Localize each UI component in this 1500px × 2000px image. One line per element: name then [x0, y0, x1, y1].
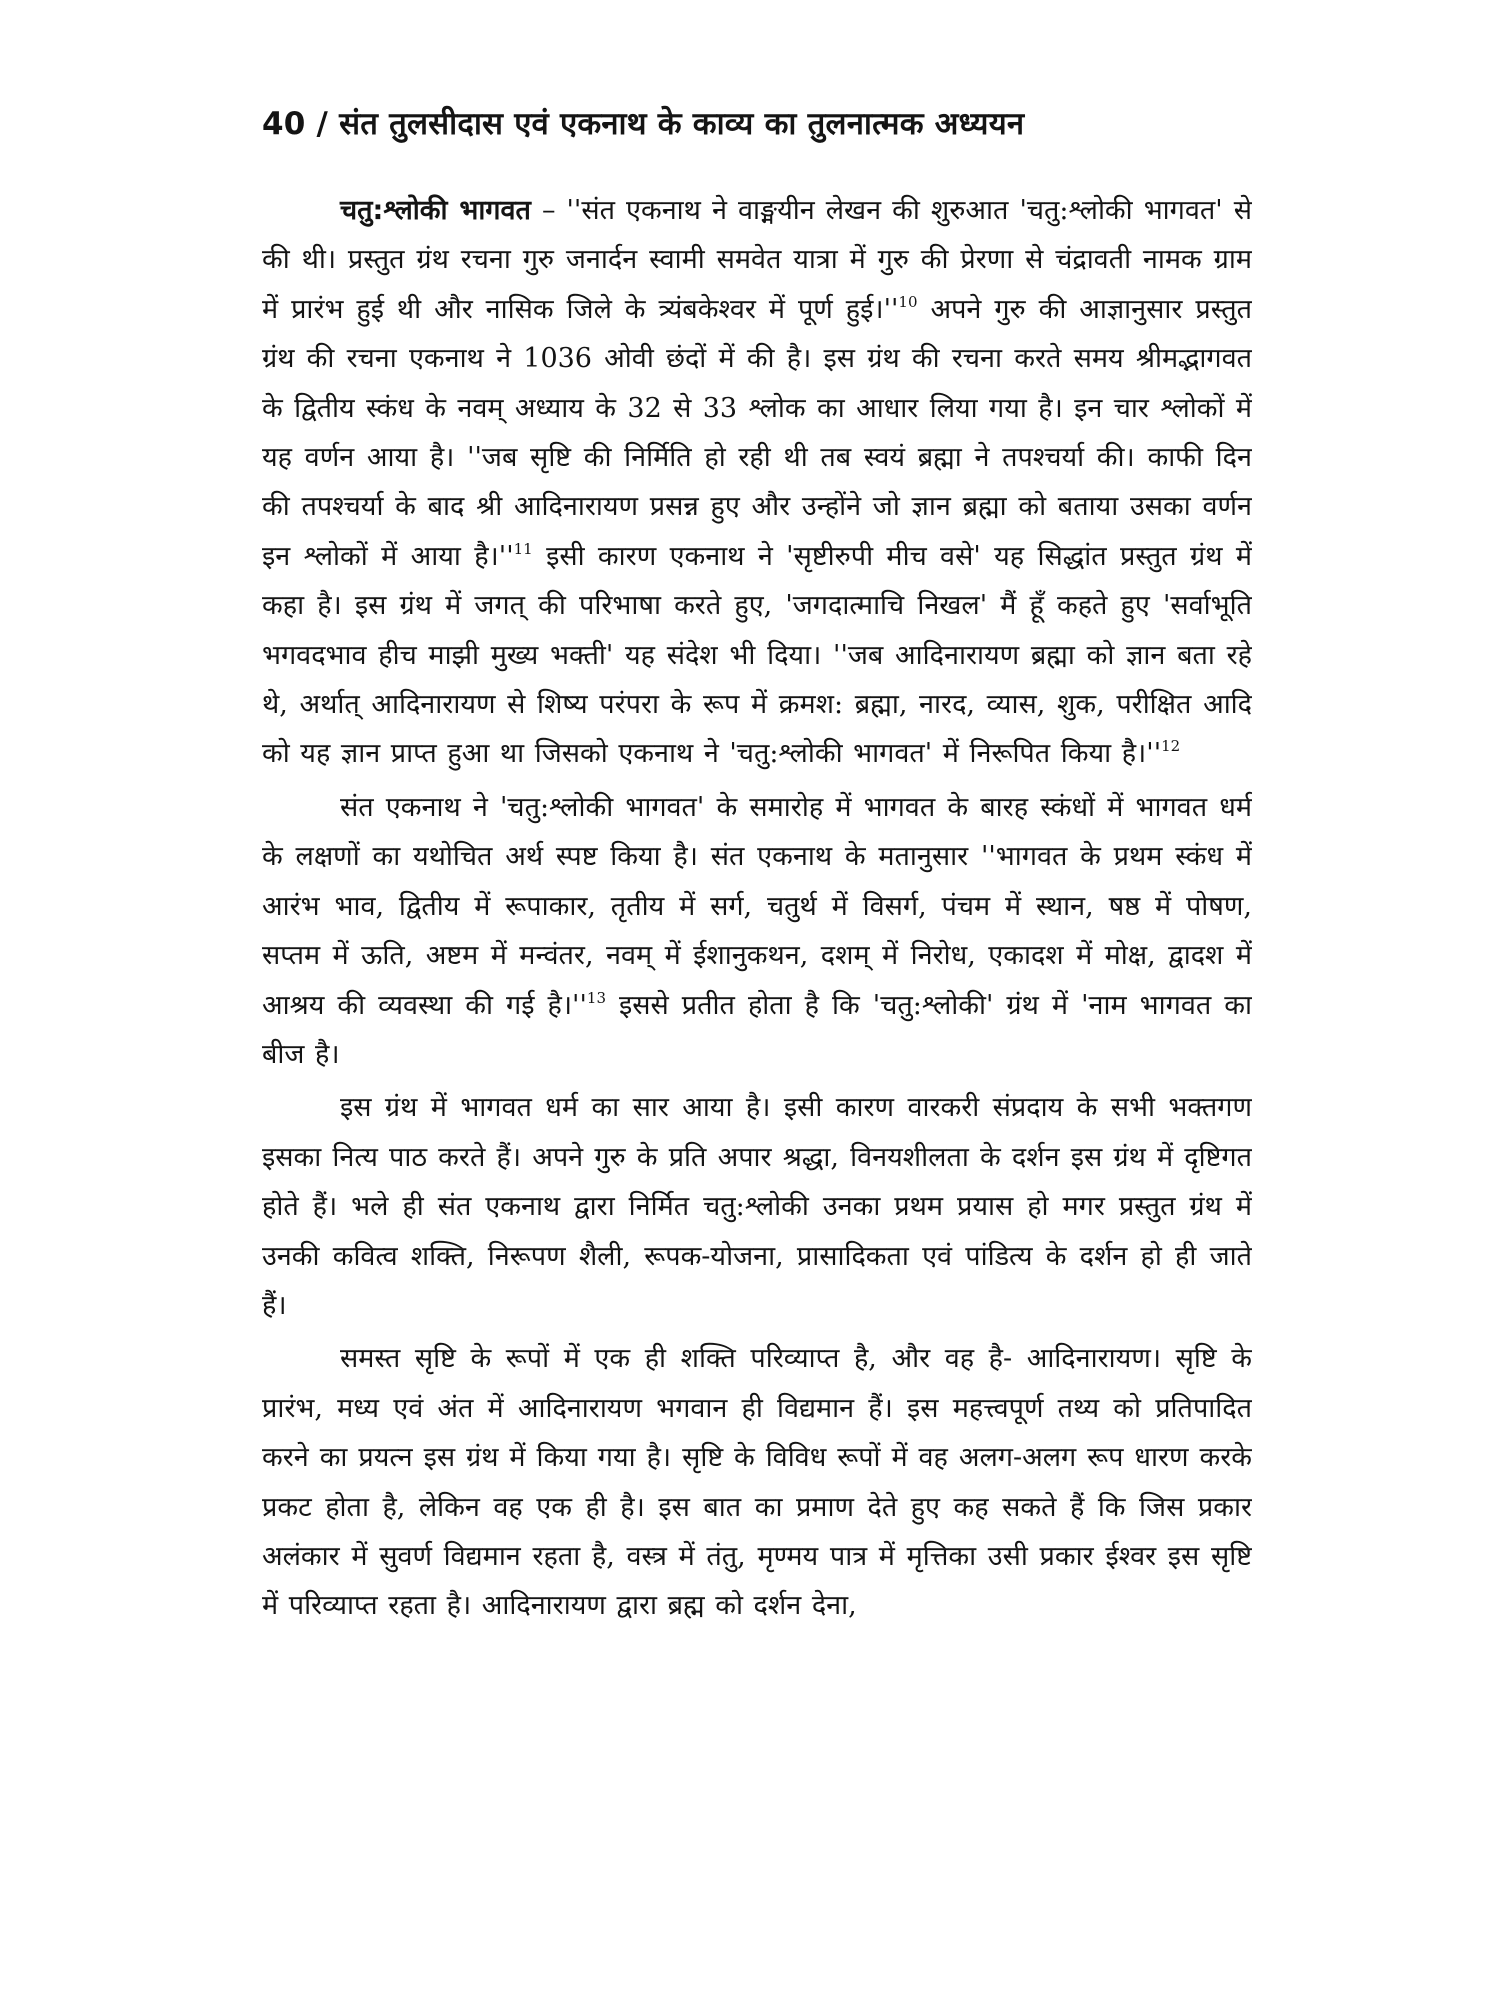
paragraph-1 [262, 186, 1252, 779]
paragraph-text: इस ग्रंथ में भागवत धर्म का सार आया है। इसी कारण वारकरी संप्रदाय के सभी भक्तगण इसका नित्य पाठ करते हैं। अपने गुरु के प्रति अपार श्रद्धा, विनयशीलता के दर्शन इस ग्रंथ में दृष्टिगत होते हैं। भले ही संत एकनाथ द्वारा निर्मित चतु:श्लोकी उनका प्रथम प्रयास हो मगर प्रस्तुत ग्रंथ में उनकी कवित्व शक्ति, निरूपण शैली, रूपक-योजना, प्रासादिकता एवं पांडित्य के दर्शन हो ही जाते हैं। [262, 1092, 1252, 1321]
page-number: 40 [262, 106, 306, 142]
paragraph-4 [262, 1334, 1252, 1630]
paragraph-2 [262, 783, 1252, 1079]
paragraph-text: समस्त सृष्टि के रूपों में एक ही शक्ति परिव्याप्त है, और वह है- आदिनारायण। सृष्टि के प्रारंभ, मध्य एवं अंत में आदिनारायण भगवान ही विद्यमान हैं। इस महत्त्वपूर्ण तथ्य को प्रतिपादित करने का प्रयत्न इस ग्रंथ में किया गया है। सृष्टि के विविध रूपों में वह अलग-अलग रूप धारण करके प्रकट होता है, लेकिन वह एक ही है। इस बात का प्रमाण देते हुए कह सकते हैं कि जिस प्रकार अलंकार में सुवर्ण विद्यमान रहता है, वस्त्र में तंतु, मृण्मय पात्र में मृत्तिका उसी प्रकार ईश्वर इस सृष्टि में परिव्याप्त रहता है। आदिनारायण द्वारा ब्रह्म को दर्शन देना, [262, 1343, 1252, 1622]
paragraph-3 [262, 1083, 1252, 1330]
paragraph-text: इससे प्रतीत होता है कि 'चतु:श्लोकी' ग्रंथ में 'नाम भागवत का बीज है। [262, 989, 1252, 1070]
paragraph-text: ''संत एकनाथ ने वाङ्मयीन लेखन की शुरुआत 'चतु:श्लोकी भागवत' से की थी। प्रस्तुत ग्रंथ रचना गुरु जनार्दन स्वामी समवेत यात्रा में गुरु की प्रेरणा से चंद्रावती नामक ग्राम में प्रारंभ हुई थी और नासिक जिले के त्र्यंबकेश्वर में पूर्ण हुई।'' [262, 195, 1252, 325]
paragraph-text: अपने गुरु की आज्ञानुसार प्रस्तुत ग्रंथ की रचना एकनाथ ने 1036 ओवी छंदों में की है। इस ग्रंथ की रचना करते समय श्रीमद्भागवत के द्वितीय स्कंध के नवम् अध्याय के 32 से 33 श्लोक का आधार लिया गया है। इन चार श्लोकों में यह वर्णन आया है। ''जब सृष्टि की निर्मिति हो रही थी तब स्वयं ब्रह्मा ने तपश्चर्या की। काफी दिन की तपश्चर्या के बाद श्री आदिनारायण प्रसन्न हुए और उन्होंने जो ज्ञान ब्रह्मा को बताया उसका वर्णन इन श्लोकों में आया है।'' [262, 293, 1252, 572]
footnote-ref: 11 [513, 539, 533, 558]
heading-dash: – [530, 195, 567, 226]
book-page [262, 96, 1252, 1936]
footnote-ref: 10 [898, 292, 918, 311]
section-heading: चतु:श्लोकी भागवत [340, 195, 531, 226]
running-header [262, 96, 1252, 152]
paragraph-text: संत एकनाथ ने 'चतु:श्लोकी भागवत' के समारोह में भागवत के बारह स्कंधों में भागवत धर्म के लक्षणों का यथोचित अर्थ स्पष्ट किया है। संत एकनाथ के मतानुसार ''भागवत के प्रथम स्कंध में आरंभ भाव, द्वितीय में रूपाकार, तृतीय में सर्ग, चतुर्थ में विसर्ग, पंचम में स्थान, षष्ठ में पोषण, सप्तम में ऊति, अष्टम में मन्वंतर, नवम् में ईशानुकथन, दशम् में निरोध, एकादश में मोक्ष, द्वादश में आश्रय की व्यवस्था की गई है।'' [262, 791, 1252, 1021]
book-title: संत तुलसीदास एवं एकनाथ के काव्य का तुलनात्मक अध्ययन [339, 106, 1025, 142]
footnote-ref: 12 [1161, 737, 1181, 756]
footnote-ref: 13 [586, 988, 606, 1007]
header-separator: / [316, 106, 329, 142]
paragraph-text: इसी कारण एकनाथ ने 'सृष्टीरुपी मीच वसे' यह सिद्धांत प्रस्तुत ग्रंथ में कहा है। इस ग्रंथ में जगत् की परिभाषा करते हुए, 'जगदात्माचि निखल' मैं हूँ कहते हुए 'सर्वाभूति भगवदभाव हीच माझी मुख्य भक्ती' यह संदेश भी दिया। ''जब आदिनारायण ब्रह्मा को ज्ञान बता रहे थे, अर्थात् आदिनारायण से शिष्य परंपरा के रूप में क्रमश: ब्रह्मा, नारद, व्यास, शुक, परीक्षित आदि को यह ज्ञान प्राप्त हुआ था जिसको एकनाथ ने 'चतु:श्लोकी भागवत' में निरूपित किया है।'' [262, 540, 1252, 770]
